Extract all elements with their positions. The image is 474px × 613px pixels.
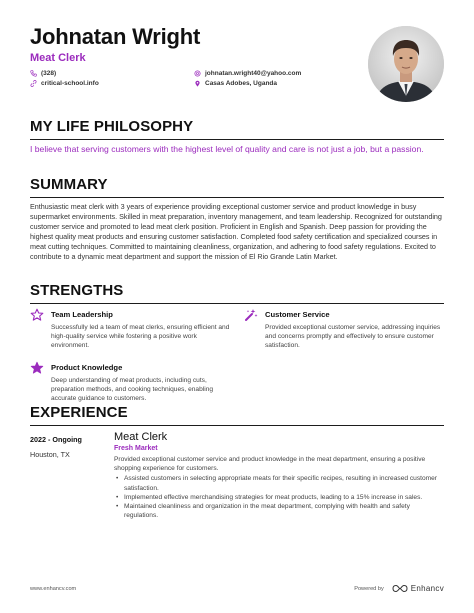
experience-location: Houston, TX [30,450,70,459]
contact-location-text: Casas Adobes, Uganda [205,80,278,87]
summary-text: Enthusiastic meat clerk with 3 years of experience providing exceptional customer service and product knowledge in busy supermarket environments. Skilled in meat preparation, inventory management, and team leadership. Recognized for outstanding customer service and promoted to lead meat clerk position. Proficient in English and Spanish. Deep passion for providing the highest quality meat products and ensuring customer satisfaction. Completed food safety certification and specialized courses in meat cutting techniques. Committed to maintaining cleanliness, organization, and adhering to food safety regulations. Excited to contribute to a dynamic meat department and support the mission of El Rio Grande Latin Market. [30,202,442,261]
strength-item [30,361,244,404]
philosophy-heading: MY LIFE PHILOSOPHY [30,118,194,135]
job-bullet: • Implemented effective merchandising strategies for meat products, leading to a 15% increase in sales. [114,493,444,502]
experience-section [30,404,444,520]
strength-item [244,308,444,351]
job-bullet: • Maintained cleanliness and organization in the meat department, complying with health and safety regulations. [114,502,444,520]
star-outline-icon [30,308,44,322]
footer-branding [354,584,444,593]
job-bullets [114,474,444,520]
philosophy-section [30,118,444,156]
candidate-name: Johnatan Wright [30,24,201,49]
star-filled-icon [30,361,44,375]
contact-email-text[interactable]: johnatan.wright40@yahoo.com [205,70,302,77]
page-footer [30,584,444,593]
avatar [368,26,444,102]
email-icon [194,70,201,77]
summary-section [30,176,444,262]
job-title: Meat Clerk [114,431,168,443]
summary-heading: SUMMARY [30,176,108,193]
phone-icon [30,70,37,77]
experience-meta [30,431,114,520]
job-description: Provided exceptional customer service and product knowledge in the meat department, ensuring a positive shopping experience for customers. [114,456,426,473]
contact-link-text[interactable]: critical-school.info [41,80,99,87]
contact-location [194,80,364,87]
section-divider [30,303,444,304]
resume-header [30,24,360,87]
footer-url[interactable]: www.enhancv.com [30,585,77,592]
philosophy-text: I believe that serving customers with the highest level of quality and care is not just a job, but a passion. [30,144,424,154]
candidate-role: Meat Clerk [30,52,86,64]
infinity-logo-icon [392,584,408,593]
brand-logo[interactable] [392,584,444,593]
magic-wand-icon [244,308,258,322]
contact-list [30,70,360,87]
contact-phone [30,70,194,77]
strength-title: Customer Service [265,310,330,319]
strengths-heading: STRENGTHS [30,282,124,299]
strength-title: Team Leadership [51,310,113,319]
section-divider [30,197,444,198]
experience-details [114,431,444,520]
strength-title: Product Knowledge [51,362,123,372]
strength-description: Successfully led a team of meat clerks, ensuring efficient and high-quality service while fostering a positive work environment. [51,324,230,350]
experience-heading: EXPERIENCE [30,404,128,421]
powered-by-label: Powered by [354,585,384,592]
avatar-photo [368,26,444,102]
section-divider [30,425,444,426]
experience-dates: 2022 - Ongoing [30,435,82,444]
contact-email[interactable] [194,70,364,77]
contact-link[interactable] [30,80,194,87]
section-divider [30,139,444,140]
strength-description: Deep understanding of meat products, including cuts, preparation methods, and cooking techniques, enabling accurate guidance to customers. [51,376,214,403]
location-icon [194,80,201,87]
strengths-grid [30,308,444,403]
strength-description: Provided exceptional customer service, addressing inquiries and concerns promptly and effectively to ensure customer satisfaction. [265,324,441,350]
brand-name: Enhancv [410,584,444,593]
company-name: Fresh Market [114,445,158,452]
experience-entry [30,431,444,520]
strength-item [30,308,244,351]
strengths-section [30,282,444,403]
job-bullet: • Assisted customers in selecting appropriate meats for their specific recipes, resulting in increased customer satisfaction. [114,474,444,492]
link-icon [30,80,37,87]
contact-phone-text: (328) [41,70,57,77]
